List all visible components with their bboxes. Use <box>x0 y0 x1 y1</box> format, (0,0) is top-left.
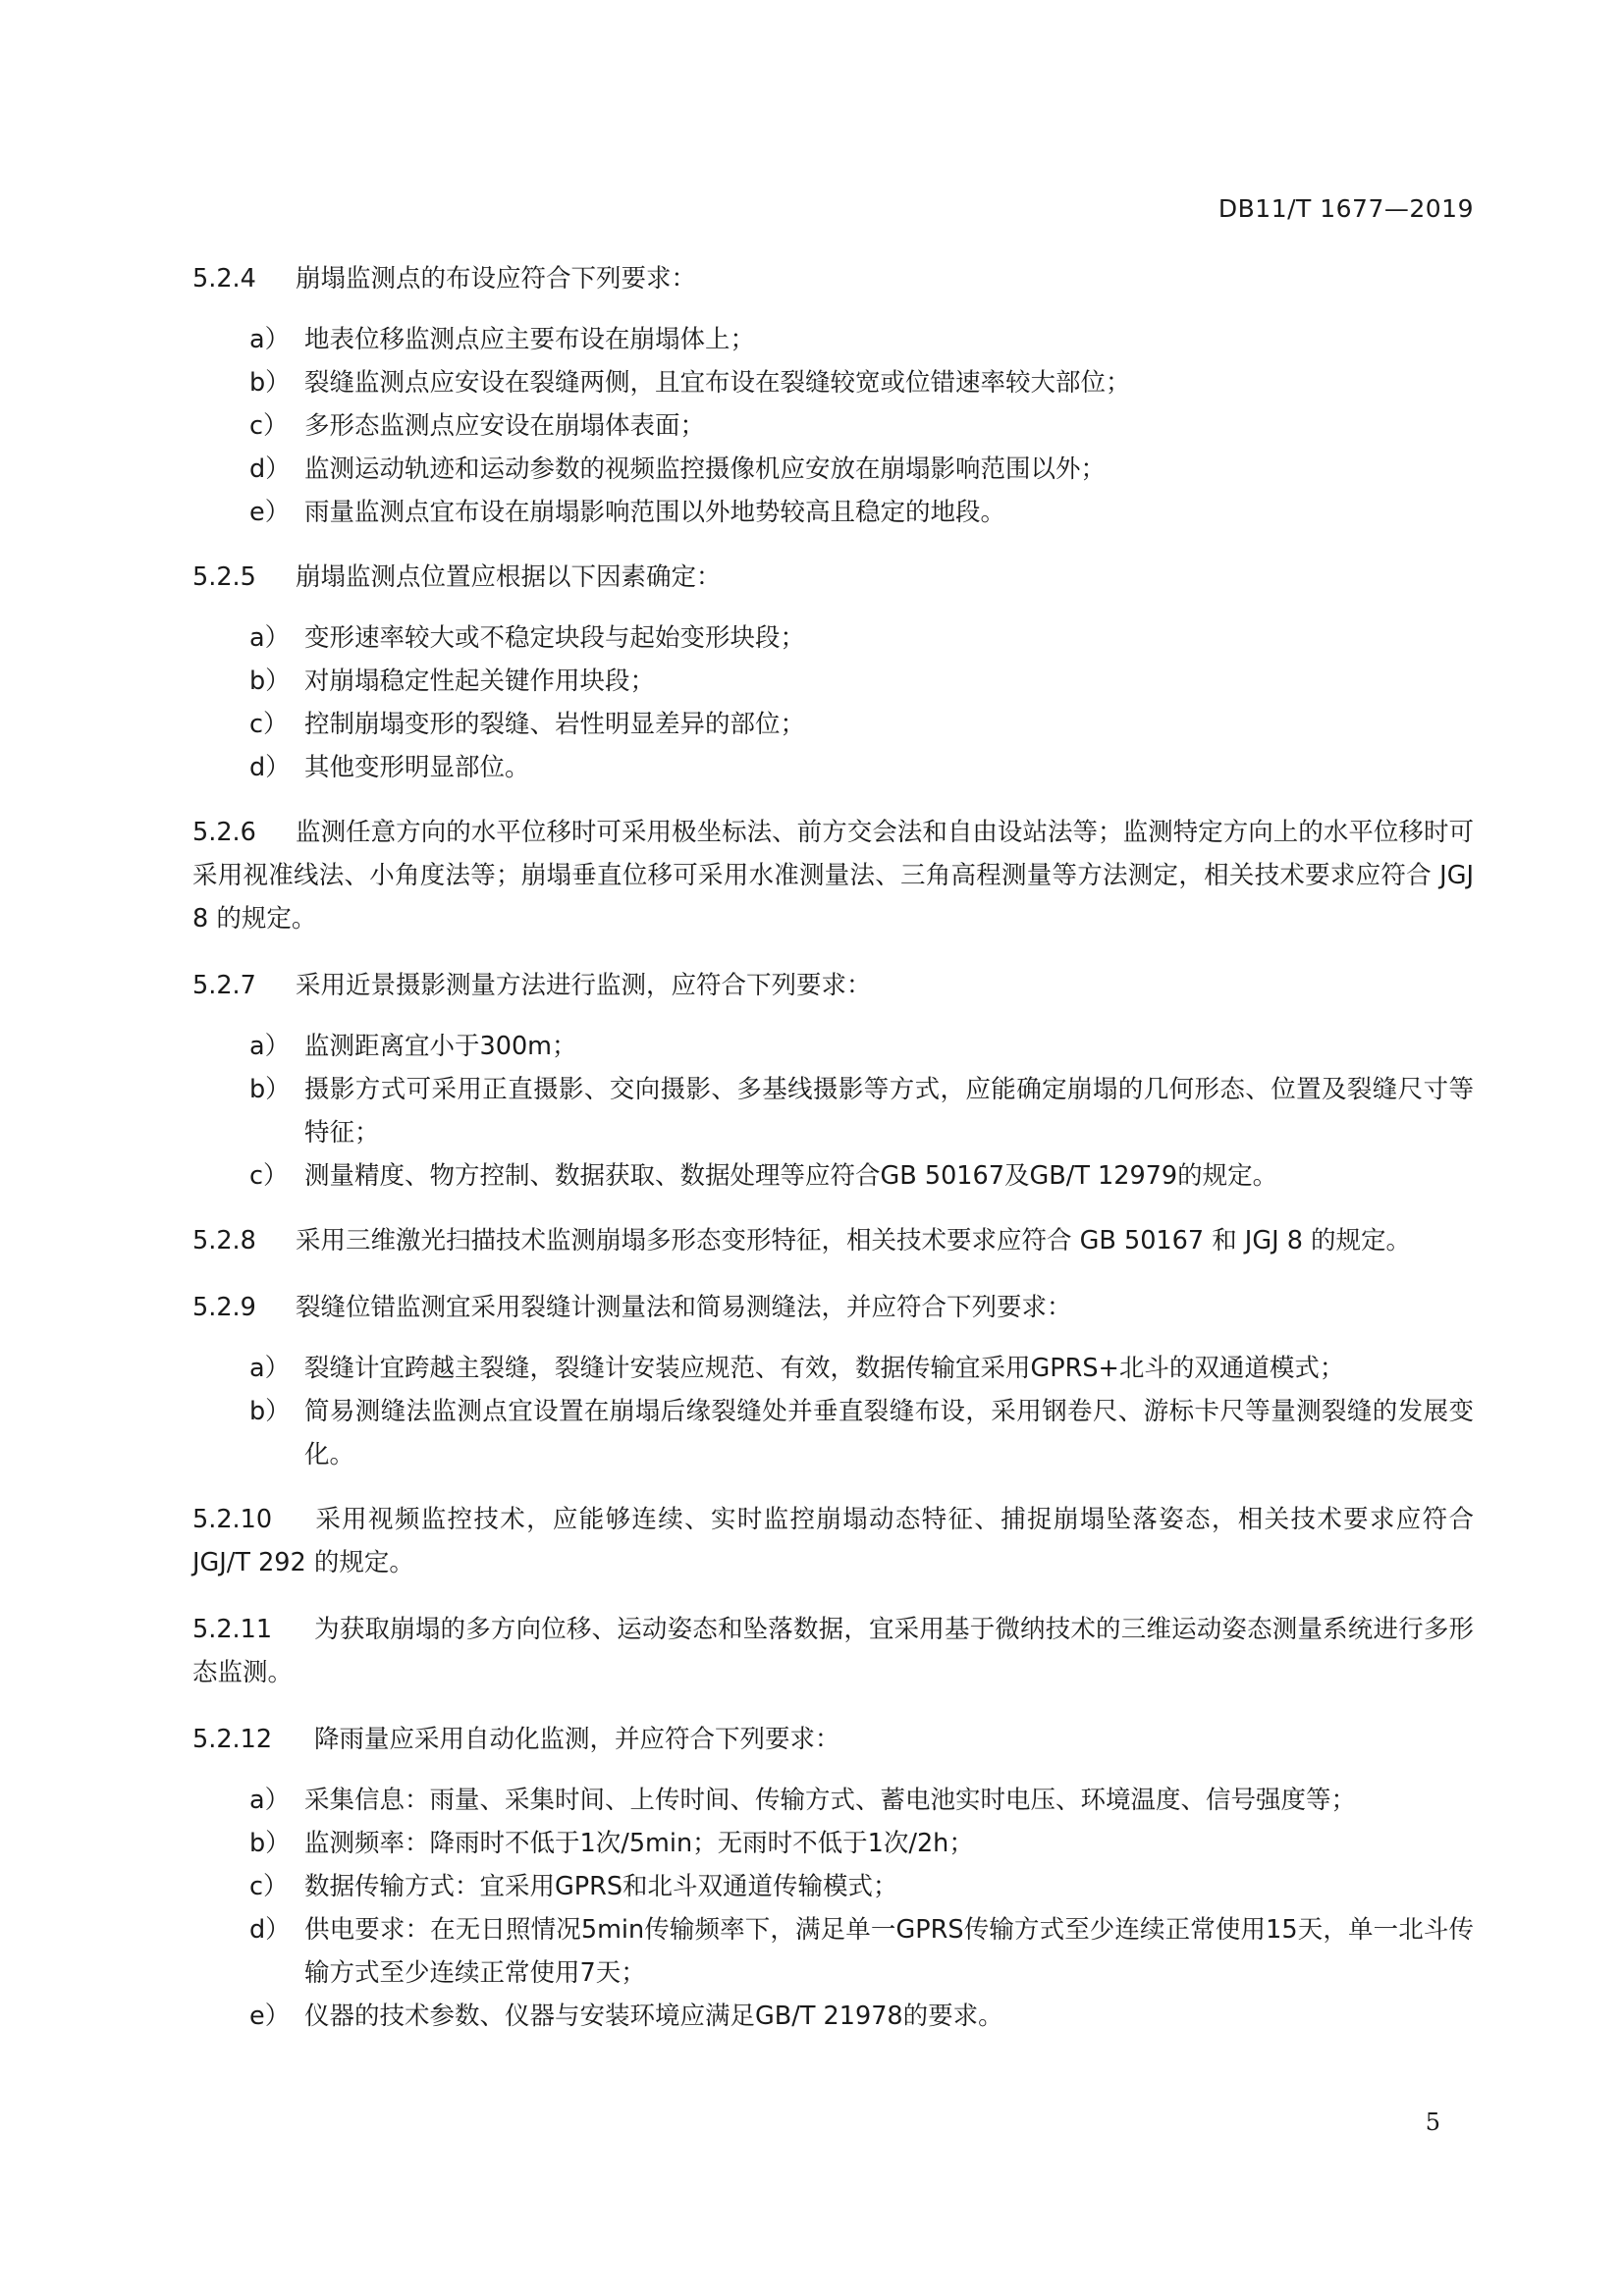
item-text: 多形态监测点应安设在崩塌体表面； <box>304 411 706 441</box>
list-item <box>192 491 1474 534</box>
item-text: 摄影方式可采用正直摄影、交向摄影、多基线摄影等方式，应能确定崩塌的几何形态、位置及裂缝尺寸等特征； <box>304 1075 1474 1148</box>
item-text: 其他变形明显部位。 <box>304 753 530 782</box>
clause-5-2-11 <box>192 1608 1474 1694</box>
item-text: 简易测缝法监测点宜设置在崩塌后缘裂缝处并垂直裂缝布设，采用钢卷尺、游标卡尺等量测裂缝的发展变化。 <box>304 1397 1474 1469</box>
item-mark: d） <box>249 753 291 782</box>
item-text: 采集信息：雨量、采集时间、上传时间、传输方式、蓄电池实时电压、环境温度、信号强度等； <box>304 1786 1357 1815</box>
clause-text: 为获取崩塌的多方向位移、运动姿态和坠落数据，宜采用基于微纳技术的三维运动姿态测量系统进行多形态监测。 <box>192 1615 1474 1687</box>
item-mark: b） <box>249 1075 291 1104</box>
list-item <box>192 1865 1474 1908</box>
list-item <box>192 660 1474 703</box>
item-mark: a） <box>249 623 291 653</box>
clause-text: 采用近景摄影测量方法进行监测，应符合下列要求： <box>296 971 872 1000</box>
item-mark: b） <box>249 368 291 398</box>
item-text: 测量精度、物方控制、数据获取、数据处理等应符合GB 50167及GB/T 12979的规定。 <box>304 1161 1278 1191</box>
item-mark: c） <box>249 1872 289 1901</box>
list-item <box>192 361 1474 404</box>
item-mark: a） <box>249 1786 291 1815</box>
clause-text: 裂缝位错监测宜采用裂缝计测量法和简易测缝法，并应符合下列要求： <box>296 1293 1072 1322</box>
list-5-2-4 <box>192 318 1474 534</box>
clause-number: 5.2.8 <box>192 1226 256 1255</box>
list-item <box>192 1347 1474 1390</box>
clause-5-2-12 <box>192 1718 1474 1761</box>
list-item <box>192 1822 1474 1865</box>
document-code: DB11/T 1677—2019 <box>1217 194 1474 223</box>
item-text: 控制崩塌变形的裂缝、岩性明显差异的部位； <box>304 710 806 739</box>
list-item <box>192 1154 1474 1198</box>
list-5-2-5 <box>192 616 1474 789</box>
clause-number: 5.2.4 <box>192 264 256 294</box>
item-mark: b） <box>249 1397 291 1426</box>
item-mark: d） <box>249 1915 291 1945</box>
clause-number: 5.2.7 <box>192 971 256 1000</box>
clause-text: 采用视频监控技术，应能够连续、实时监控崩塌动态特征、捕捉崩塌坠落姿态，相关技术要求应符合 JGJ/T 292 的规定。 <box>192 1505 1474 1577</box>
item-text: 对崩塌稳定性起关键作用块段； <box>304 667 656 696</box>
clause-5-2-10 <box>192 1498 1474 1584</box>
clause-text: 崩塌监测点的布设应符合下列要求： <box>296 264 697 294</box>
list-item <box>192 448 1474 491</box>
item-text: 变形速率较大或不稳定块段与起始变形块段； <box>304 623 806 653</box>
list-5-2-9 <box>192 1347 1474 1476</box>
list-item <box>192 1025 1474 1068</box>
clause-5-2-4 <box>192 257 1474 300</box>
item-text: 裂缝计宜跨越主裂缝，裂缝计安装应规范、有效，数据传输宜采用GPRS+北斗的双通道模式； <box>304 1354 1345 1383</box>
clause-number: 5.2.12 <box>192 1725 273 1754</box>
clause-text: 监测任意方向的水平位移时可采用极坐标法、前方交会法和自由设站法等；监测特定方向上的水平位移时可采用视准线法、小角度法等；崩塌垂直位移可采用水准测量法、三角高程测量等方法测定，相关技术要求应符合 JGJ 8 的规定。 <box>192 818 1474 934</box>
clause-text: 降雨量应采用自动化监测，并应符合下列要求： <box>314 1725 840 1754</box>
list-item <box>192 746 1474 789</box>
clause-5-2-5 <box>192 556 1474 599</box>
item-text: 监测频率：降雨时不低于1次/5min；无雨时不低于1次/2h； <box>304 1829 974 1858</box>
item-text: 监测运动轨迹和运动参数的视频监控摄像机应安放在崩塌影响范围以外； <box>304 454 1107 484</box>
list-item <box>192 1068 1474 1154</box>
list-item <box>192 703 1474 746</box>
item-mark: c） <box>249 1161 289 1191</box>
document-body <box>192 257 1474 2059</box>
page-number: 5 <box>1425 2109 1440 2136</box>
item-mark: b） <box>249 1829 291 1858</box>
list-item <box>192 318 1474 361</box>
clause-text: 采用三维激光扫描技术监测崩塌多形态变形特征，相关技术要求应符合 GB 50167 和 JGJ 8 的规定。 <box>296 1226 1412 1255</box>
list-item <box>192 404 1474 448</box>
item-mark: b） <box>249 667 291 696</box>
item-text: 裂缝监测点应安设在裂缝两侧，且宜布设在裂缝较宽或位错速率较大部位； <box>304 368 1131 398</box>
list-item <box>192 1908 1474 1995</box>
clause-5-2-8 <box>192 1219 1474 1262</box>
item-text: 数据传输方式：宜采用GPRS和北斗双通道传输模式； <box>304 1872 898 1901</box>
item-mark: e） <box>249 498 291 527</box>
clause-5-2-9 <box>192 1286 1474 1329</box>
item-mark: e） <box>249 2002 291 2031</box>
item-text: 监测距离宜小于300m； <box>304 1032 577 1061</box>
clause-number: 5.2.11 <box>192 1615 273 1644</box>
item-mark: a） <box>249 1354 291 1383</box>
clause-number: 5.2.9 <box>192 1293 256 1322</box>
list-item <box>192 1390 1474 1476</box>
list-item <box>192 1995 1474 2038</box>
item-text: 仪器的技术参数、仪器与安装环境应满足GB/T 21978的要求。 <box>304 2002 1003 2031</box>
item-text: 供电要求：在无日照情况5min传输频率下，满足单一GPRS传输方式至少连续正常使用15天，单一北斗传输方式至少连续正常使用7天； <box>304 1915 1474 1988</box>
list-5-2-7 <box>192 1025 1474 1198</box>
list-item <box>192 616 1474 660</box>
clause-number: 5.2.5 <box>192 562 256 592</box>
item-text: 地表位移监测点应主要布设在崩塌体上； <box>304 325 756 354</box>
clause-text: 崩塌监测点位置应根据以下因素确定： <box>296 562 722 592</box>
clause-5-2-7 <box>192 964 1474 1007</box>
clause-number: 5.2.6 <box>192 818 256 847</box>
item-mark: a） <box>249 1032 291 1061</box>
item-mark: c） <box>249 411 289 441</box>
item-mark: c） <box>249 710 289 739</box>
item-text: 雨量监测点宜布设在崩塌影响范围以外地势较高且稳定的地段。 <box>304 498 1006 527</box>
clause-5-2-6 <box>192 811 1474 940</box>
list-5-2-12 <box>192 1779 1474 2038</box>
item-mark: a） <box>249 325 291 354</box>
list-item <box>192 1779 1474 1822</box>
clause-number: 5.2.10 <box>192 1505 273 1534</box>
item-mark: d） <box>249 454 291 484</box>
